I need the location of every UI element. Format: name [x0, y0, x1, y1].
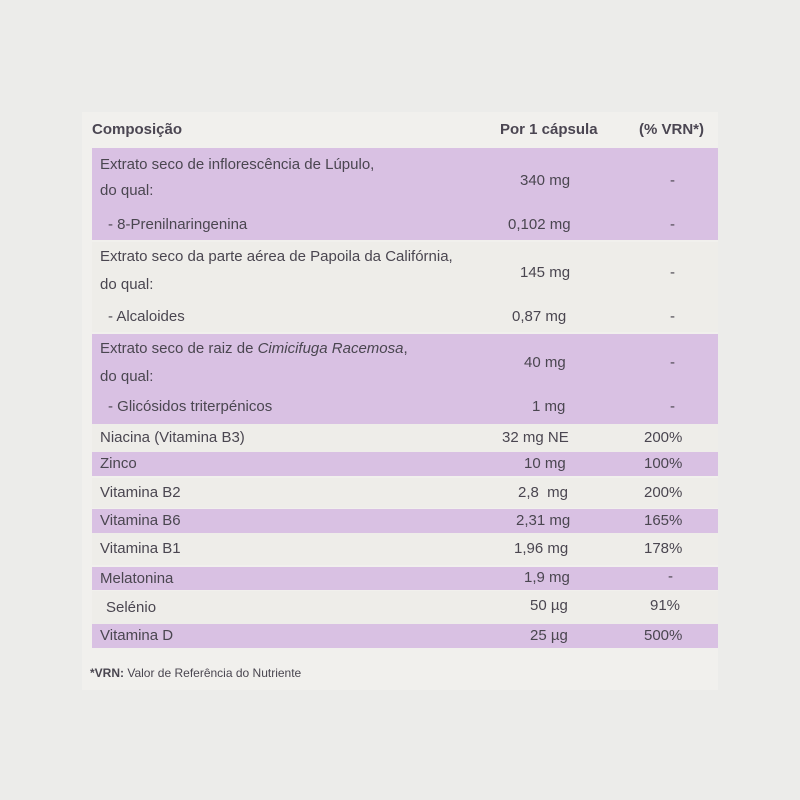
footnote-text: Valor de Referência do Nutriente	[124, 666, 302, 680]
row-vrn: 91%	[650, 597, 681, 614]
table-header	[82, 112, 718, 148]
row-amount: 2,31 mg	[516, 512, 571, 529]
row-vrn: 178%	[644, 540, 683, 557]
row-label-line1: Extrato seco de raiz de Cimicifuga Racemosa,	[100, 340, 408, 357]
row-label-line2: do qual:	[100, 182, 154, 199]
row-sub-amount: 0,87 mg	[512, 308, 567, 325]
row-vrn: 200%	[644, 429, 683, 446]
row-amount: 50 µg	[530, 597, 568, 614]
table-row	[92, 478, 718, 508]
composition-table	[82, 112, 718, 690]
table-row	[92, 533, 718, 565]
row-name: Melatonina	[100, 570, 174, 587]
row-sub-label: - 8-Prenilnaringenina	[108, 216, 248, 233]
table-row	[92, 424, 718, 452]
row-name: Niacina (Vitamina B3)	[100, 429, 245, 446]
row-label-line1: Extrato seco de inflorescência de Lúpulo,	[100, 156, 375, 173]
row-sub-amount: 1 mg	[532, 398, 566, 415]
table-row	[92, 624, 718, 648]
row-name: Zinco	[100, 455, 137, 472]
row-label-line1: Extrato seco da parte aérea de Papoila da Califórnia,	[100, 248, 453, 265]
table-row	[92, 509, 718, 533]
row-amount: 1,96 mg	[514, 540, 569, 557]
row-sub-label: - Glicósidos triterpénicos	[108, 398, 273, 415]
row-sub-vrn: -	[670, 216, 675, 233]
table-row-papoila	[92, 242, 718, 332]
row-name: Selénio	[106, 599, 157, 616]
row-amount: 340 mg	[520, 172, 571, 189]
row-sub-label: - Alcaloides	[108, 308, 185, 325]
table-row-cimicifuga	[92, 334, 718, 424]
footnote-label: *VRN:	[90, 666, 125, 680]
row-vrn: -	[670, 172, 675, 189]
row-vrn: -	[670, 264, 675, 281]
row-amount: 10 mg	[524, 455, 566, 472]
row-vrn: 100%	[644, 455, 683, 472]
row-amount: 2,8 mg	[518, 484, 569, 501]
row-name: Vitamina B1	[100, 540, 181, 557]
row-sub-vrn: -	[670, 308, 675, 325]
table-row	[92, 591, 718, 624]
row-amount: 1,9 mg	[524, 569, 570, 586]
footnote	[90, 666, 301, 680]
row-amount: 145 mg	[520, 264, 571, 281]
row-vrn: 200%	[644, 484, 683, 501]
row-sub-amount: 0,102 mg	[508, 216, 571, 233]
header-composition: Composição	[92, 121, 183, 138]
row-amount: 32 mg NE	[502, 429, 569, 446]
table-row	[92, 567, 718, 590]
row-label-line2: do qual:	[100, 368, 154, 385]
row-vrn: -	[668, 568, 673, 585]
row-name: Vitamina D	[100, 627, 174, 644]
row-vrn: 500%	[644, 627, 683, 644]
row-sub-vrn: -	[670, 398, 675, 415]
row-vrn: 165%	[644, 512, 683, 529]
header-per-capsule: Por 1 cápsula	[500, 121, 598, 138]
row-vrn: -	[670, 354, 675, 371]
row-name: Vitamina B6	[100, 512, 181, 529]
table-row-lupulo	[92, 148, 718, 240]
row-name: Vitamina B2	[100, 484, 181, 501]
table-row	[92, 452, 718, 476]
row-amount: 25 µg	[530, 627, 568, 644]
row-label-line2: do qual:	[100, 276, 154, 293]
header-vrn: (% VRN*)	[639, 121, 705, 138]
row-amount: 40 mg	[524, 354, 566, 371]
